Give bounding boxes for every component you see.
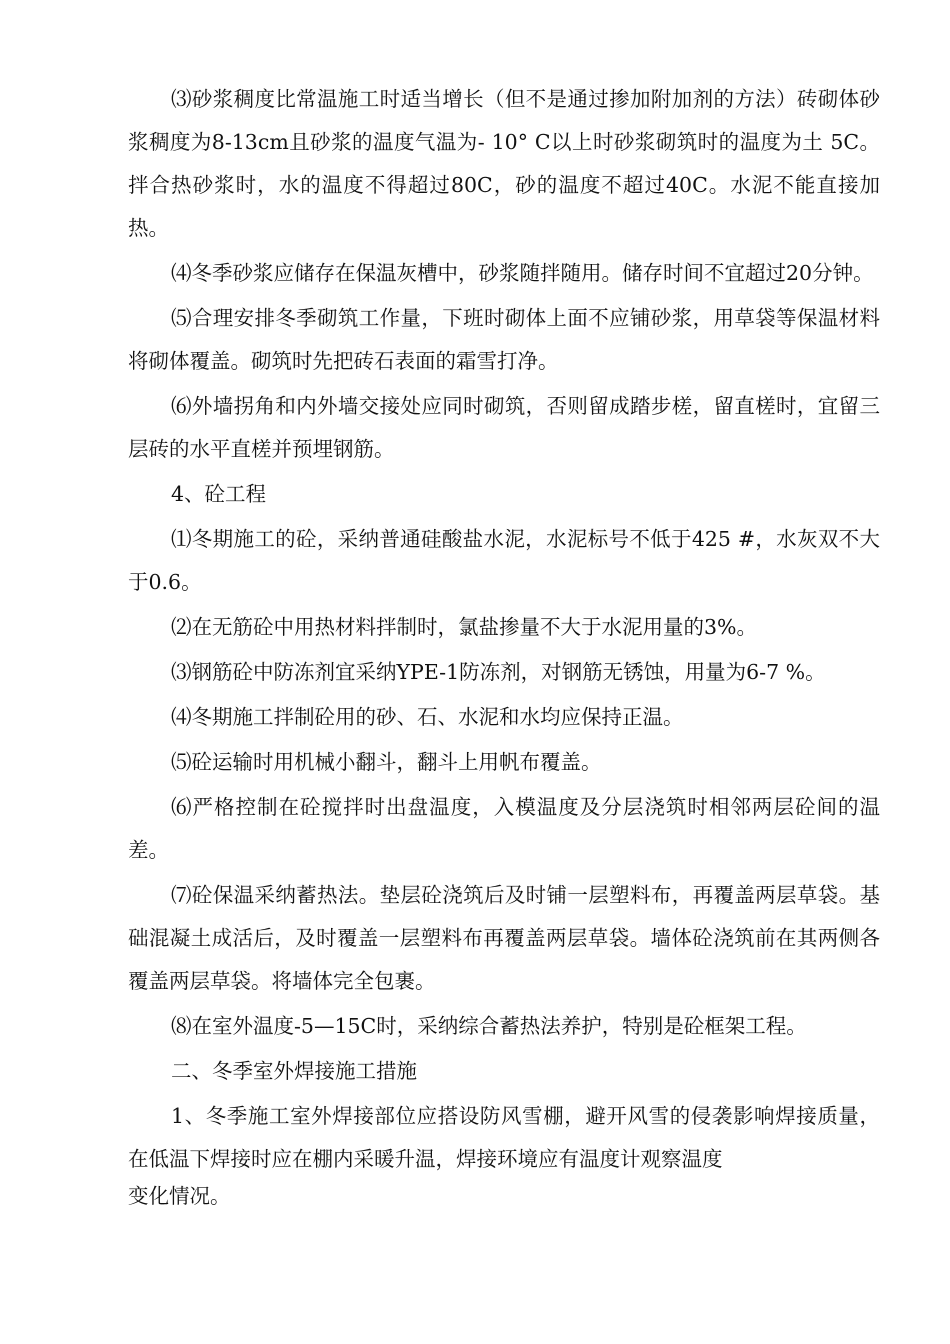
paragraph-cement-grade: ⑴冬期施工的砼，采纳普通硅酸盐水泥，水泥标号不低于425 #，水灰双不大于0.6。	[128, 527, 880, 594]
paragraph-wall-corners: ⑹外墙拐角和内外墙交接处应同时砌筑，否则留成踏步槎，留直槎时，宜留三层砖的水平直槎并预埋钢筋。	[128, 394, 880, 461]
paragraph-heat-storage: ⑺砼保温采纳蓄热法。垫层砼浇筑后及时铺一层塑料布，再覆盖两层草袋。基础混凝土成活后，及时覆盖一层塑料布再覆盖两层草袋。墙体砼浇筑前在其两侧各覆盖两层草袋。将墙体完全包裹。	[128, 883, 880, 993]
paragraph-welding-tail: 变化情况。	[128, 1184, 231, 1208]
paragraph-chloride-dosage: ⑵在无筋砼中用热材料拌制时，氯盐掺量不大于水泥用量的3%。	[171, 615, 758, 639]
section-heading-welding: 二、冬季室外焊接施工措施	[171, 1059, 417, 1083]
paragraph-transport: ⑸砼运输时用机械小翻斗，翻斗上用帆布覆盖。	[171, 750, 602, 774]
paragraph-antifreeze: ⑶钢筋砼中防冻剂宜采纳YPE-1防冻剂，对钢筋无锈蚀，用量为6-7 %。	[171, 660, 826, 684]
paragraph-mortar-storage: ⑷冬季砂浆应储存在保温灰槽中，砂浆随拌随用。储存时间不宜超过20分钟。	[171, 261, 874, 285]
document-body	[128, 78, 880, 1211]
paragraph-mortar-consistency: ⑶砂浆稠度比常温施工时适当增长（但不是通过掺加附加剂的方法）砖砌体砂浆稠度为8-13cm且砂浆的温度气温为- 10° C以上时砂浆砌筑时的温度为土 5C。拌合热砂浆时，水的温度不得超过80C，砂的温度不超过40C。水泥不能直接加热。	[128, 87, 880, 240]
paragraph-masonry-workload: ⑸合理安排冬季砌筑工作量，下班时砌体上面不应铺砂浆，用草袋等保温材料将砌体覆盖。砌筑时先把砖石表面的霜雪打净。	[128, 306, 880, 373]
paragraph-welding-shed: 1、冬季施工室外焊接部位应搭设防风雪棚，避开风雪的侵袭影响焊接质量，在低温下焊接时应在棚内采暖升温，焊接环境应有温度计观察温度	[128, 1104, 880, 1171]
paragraph-positive-temperature: ⑷冬期施工拌制砼用的砂、石、水泥和水均应保持正温。	[171, 705, 684, 729]
paragraph-temperature-control: ⑹严格控制在砼搅拌时出盘温度，入模温度及分层浇筑时相邻两层砼间的温差。	[128, 795, 880, 862]
section-heading-concrete: 4、砼工程	[171, 482, 267, 506]
paragraph-comprehensive-curing: ⑻在室外温度-5—15C时，采纳综合蓄热法养护，特别是砼框架工程。	[171, 1014, 807, 1038]
